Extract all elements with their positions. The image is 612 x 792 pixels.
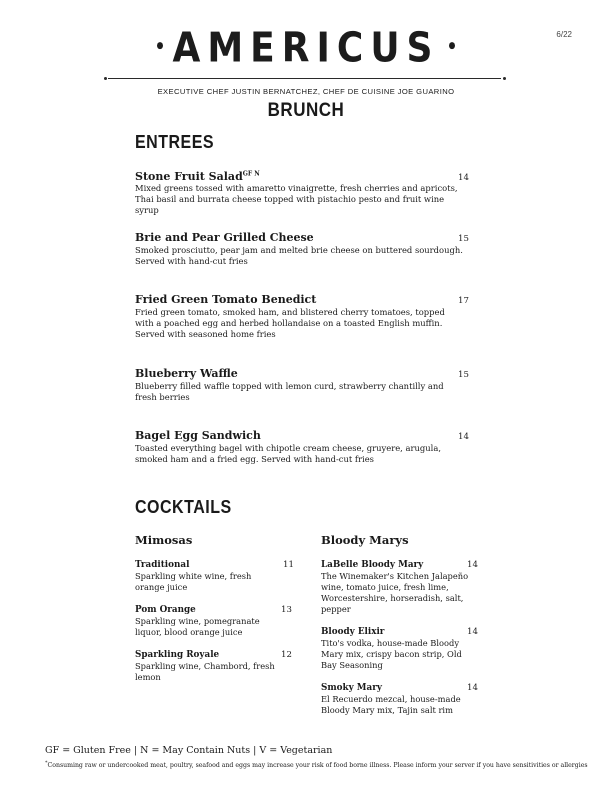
entree-description: Mixed greens tossed with amaretto vinaigrette, fresh cherries and apricots, Thai basil and burrata cheese topped with pistachio pesto and fruit wine syrup (135, 183, 458, 215)
divider-dot-left (104, 77, 107, 80)
entree-description: Blueberry filled waffle topped with lemon curd, strawberry chantilly and fresh berries (135, 381, 444, 402)
entree-description: Fried green tomato, smoked ham, and blistered cherry tomatoes, topped with a poached egg and herbed hollandaise on a toasted English muffin. Served with seasoned home fries (135, 307, 445, 339)
cocktail-price: 14 (467, 560, 478, 570)
cocktails-heading: COCKTAILS (135, 498, 232, 518)
entree-description: Toasted everything bagel with chipotle cream cheese, gruyere, arugula, smoked ham and a fried egg. Served with hand-cut fries (135, 443, 441, 464)
entree-name: Blueberry Waffle (135, 367, 238, 380)
entree-description: Smoked prosciutto, pear jam and melted brie cheese on buttered sourdough. Served with hand-cut fries (135, 245, 463, 266)
logo-text: AMERICUS (172, 24, 440, 73)
cocktail-description: Sparkling wine, pomegranate liquor, blood orange juice (135, 616, 260, 637)
logo-dot-left (157, 42, 163, 49)
menu-title: BRUNCH (267, 98, 345, 121)
dietary-legend: GF = Gluten Free | N = May Contain Nuts | V = Vegetarian (45, 745, 333, 756)
entree-name: Bagel Egg Sandwich (135, 429, 261, 442)
entree-name: Fried Green Tomato Benedict (135, 293, 317, 306)
entree-name: Stone Fruit Salad$^{GF N}$ (135, 170, 260, 183)
cocktail-description: Sparkling white wine, fresh orange juice (135, 571, 252, 592)
mimosas-heading: Mimosas (135, 533, 193, 547)
header-divider (108, 78, 501, 79)
cocktail-name: Smoky Mary (321, 683, 382, 693)
cocktail-price: 12 (281, 650, 292, 660)
cocktail-price: 11 (283, 560, 294, 570)
food-safety-note: *Consuming raw or undercooked meat, poultry, seafood and eggs may increase your risk of food borne illness. Please inform your server if you have sensitivities or allergies (45, 760, 588, 770)
entree-price: 17 (458, 296, 469, 306)
entree-price: 14 (458, 432, 469, 442)
chef-credits: EXECUTIVE CHEF JUSTIN BERNATCHEZ, CHEF DE CUISINE JOE GUARINO (157, 87, 455, 96)
cocktail-name: Sparkling Royale (135, 650, 220, 660)
bloody-marys-heading: Bloody Marys (321, 533, 409, 547)
cocktail-price: 14 (467, 627, 478, 637)
cocktail-description: El Recuerdo mezcal, house-made Bloody Mary mix, Tajin salt rim (321, 694, 461, 715)
entree-price: 15 (458, 370, 469, 380)
cocktail-price: 14 (467, 683, 478, 693)
note-asterisk: * (45, 760, 48, 766)
cocktail-description: Tito's vodka, house-made Bloody Mary mix, crispy bacon strip, Old Bay Seasoning (321, 638, 462, 670)
cocktail-name: Traditional (135, 560, 190, 570)
cocktail-name: Bloody Elixir (321, 627, 385, 637)
cocktail-name: Pom Orange (135, 605, 196, 615)
entrees-heading: ENTREES (135, 133, 215, 153)
restaurant-logo (0, 25, 612, 72)
cocktail-name: LaBelle Bloody Mary (321, 560, 424, 570)
menu-date: 6/22 (556, 30, 572, 39)
cocktail-price: 13 (281, 605, 292, 615)
entree-name: Brie and Pear Grilled Cheese (135, 231, 314, 244)
divider-dot-right (503, 77, 506, 80)
cocktail-description: The Winemaker's Kitchen Jalapeño wine, tomato juice, fresh lime, Worcestershire, horseradish, salt, pepper (321, 571, 469, 614)
dietary-tag: GF N (242, 170, 260, 178)
cocktail-description: Sparkling wine, Chambord, fresh lemon (135, 661, 275, 682)
entree-price: 14 (458, 173, 469, 183)
logo-dot-right (449, 42, 455, 49)
entree-price: 15 (458, 234, 469, 244)
